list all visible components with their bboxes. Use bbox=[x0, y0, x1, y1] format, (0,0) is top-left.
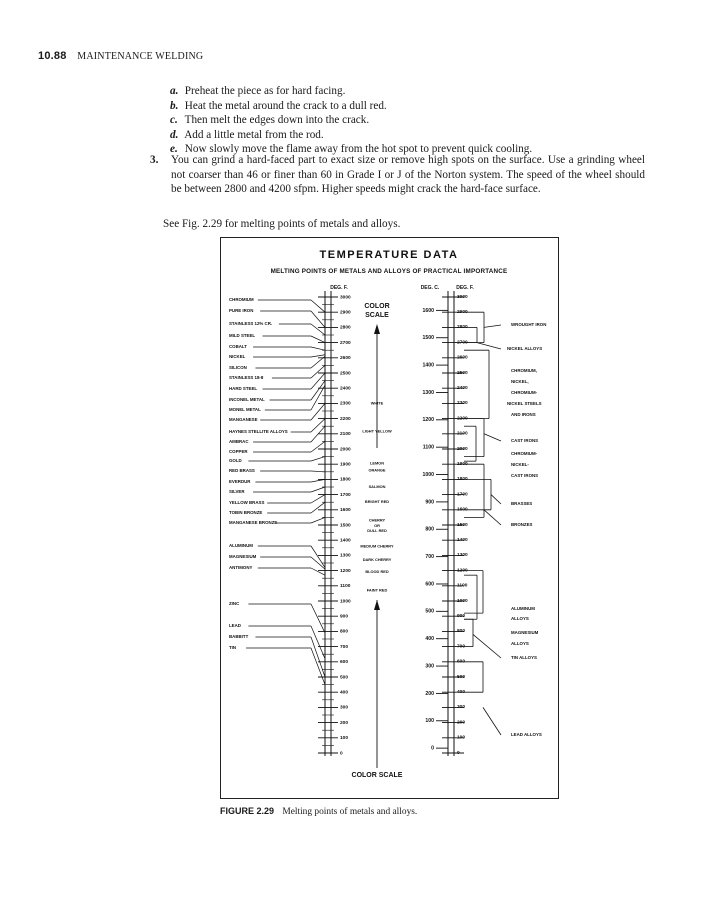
list-item: b. Heat the metal around the crack to a dull red. bbox=[170, 99, 387, 112]
numbered-paragraph bbox=[150, 153, 645, 197]
figure-caption bbox=[220, 806, 417, 817]
metal-label: NICKEL bbox=[229, 354, 246, 360]
f2-tick-label: 1100 bbox=[457, 583, 468, 589]
group-label: ALLOYS bbox=[511, 616, 529, 622]
metal-label: STAINLESS 12% CR. bbox=[229, 321, 273, 327]
color-scale-label: LIGHT YELLOW bbox=[362, 428, 392, 434]
f2-tick-label: 1400 bbox=[457, 537, 468, 543]
f2-tick-label: 2700 bbox=[457, 340, 468, 346]
f-tick-label: 1100 bbox=[340, 584, 351, 590]
metal-label: EVERDUR bbox=[229, 479, 251, 485]
metal-label: AMBRAC bbox=[229, 439, 249, 445]
chart-subtitle: MELTING POINTS OF METALS AND ALLOYS OF PRACTICAL IMPORTANCE bbox=[270, 268, 508, 275]
group-label: NICKEL- bbox=[511, 462, 529, 468]
leader-line bbox=[311, 355, 325, 357]
metal-label: MANGANESE BRONZE bbox=[229, 520, 278, 526]
color-scale-label: MEDIUM CHERRY bbox=[360, 543, 394, 549]
temperature-chart-svg bbox=[221, 238, 558, 798]
f-tick-label: 1800 bbox=[340, 477, 351, 483]
metal-label: RED BRASS bbox=[229, 468, 255, 474]
c-tick-label: 0 bbox=[431, 745, 434, 752]
metal-label: LEAD bbox=[229, 623, 241, 629]
f2-tick-label: 3000 bbox=[457, 294, 468, 300]
f2-tick-label: 2300 bbox=[457, 401, 468, 407]
f2-tick-label: 400 bbox=[457, 689, 466, 695]
group-label: CHROMIUM- bbox=[511, 390, 538, 396]
f2-tick-label: 600 bbox=[457, 659, 466, 665]
f-tick-label: 1400 bbox=[340, 538, 351, 544]
page-number: 10.88 bbox=[38, 50, 67, 62]
f-tick-label: 1600 bbox=[340, 508, 351, 514]
c-tick-label: 700 bbox=[425, 553, 434, 560]
metal-label: YELLOW BRASS bbox=[229, 500, 265, 506]
metal-label: SILICON bbox=[229, 365, 247, 371]
leader-line bbox=[311, 441, 325, 452]
group-leader bbox=[477, 343, 501, 349]
f2-tick-label: 2100 bbox=[457, 431, 468, 437]
color-scale-label: BRIGHT RED bbox=[364, 499, 390, 505]
f-tick-label: 900 bbox=[340, 614, 349, 620]
f2-tick-label: 2900 bbox=[457, 309, 468, 315]
leader-line bbox=[311, 495, 325, 503]
color-scale-label: LEMON bbox=[369, 460, 385, 466]
leader-line bbox=[311, 471, 325, 472]
f2-tick-label: 1000 bbox=[457, 598, 468, 604]
arrowhead bbox=[374, 324, 380, 334]
temperature-chart bbox=[220, 237, 559, 799]
f2-tick-label: 100 bbox=[457, 735, 466, 741]
metal-label: ANTIMONY bbox=[229, 565, 253, 571]
metal-label: ALUMINUM bbox=[229, 543, 253, 549]
steps-list bbox=[170, 84, 650, 157]
deg-c-label: DEG. C. bbox=[420, 285, 440, 291]
metal-label: MANGANESE bbox=[229, 417, 258, 423]
metal-label: HARD STEEL bbox=[229, 386, 258, 392]
f-tick-label: 300 bbox=[340, 705, 349, 711]
leader-line bbox=[311, 546, 325, 568]
c-tick-label: 1200 bbox=[422, 417, 434, 424]
metal-label: COBALT bbox=[229, 344, 247, 350]
metal-label: MONEL METAL bbox=[229, 407, 261, 413]
group-label: AND IRONS bbox=[511, 412, 536, 418]
list-item: c. Then melt the edges down into the crack. bbox=[170, 114, 370, 127]
f-tick-label: 1500 bbox=[340, 523, 351, 529]
c-tick-label: 400 bbox=[425, 636, 434, 643]
metal-label: TIN bbox=[229, 645, 237, 651]
leader-line bbox=[311, 419, 325, 432]
f-tick-label: 700 bbox=[340, 644, 349, 650]
f-tick-label: 1200 bbox=[340, 568, 351, 574]
group-label: CAST IRONS bbox=[511, 473, 539, 479]
list-item: d. Add a little metal from the rod. bbox=[170, 128, 324, 141]
metal-label: HAYNES STELLITE ALLOYS bbox=[229, 429, 288, 435]
item-number: 3. bbox=[150, 154, 159, 166]
f-tick-label: 1700 bbox=[340, 492, 351, 498]
f-tick-label: 0 bbox=[340, 751, 343, 757]
f2-tick-label: 1700 bbox=[457, 492, 468, 498]
leader-line bbox=[311, 336, 325, 343]
leader-line bbox=[311, 347, 325, 350]
color-scale-label: SALMON bbox=[368, 484, 386, 490]
c-tick-label: 1300 bbox=[422, 389, 434, 396]
f-tick-label: 2400 bbox=[340, 386, 351, 392]
f2-tick-label: 900 bbox=[457, 613, 466, 619]
color-scale-label: BLOOD RED bbox=[365, 569, 389, 575]
f-tick-label: 2900 bbox=[340, 310, 351, 316]
f-tick-label: 2700 bbox=[340, 340, 351, 346]
leader-line bbox=[311, 517, 325, 523]
f2-tick-label: 2400 bbox=[457, 385, 468, 391]
metal-label: MILD STEEL bbox=[229, 333, 256, 339]
c-tick-label: 1600 bbox=[422, 307, 434, 314]
metal-label: ZINC bbox=[229, 601, 240, 607]
f2-tick-label: 1900 bbox=[457, 461, 468, 467]
f2-tick-label: 200 bbox=[457, 720, 466, 726]
f2-tick-label: 2500 bbox=[457, 370, 468, 376]
metal-label: GOLD bbox=[229, 458, 242, 464]
f-tick-label: 500 bbox=[340, 675, 349, 681]
deg-f-label: DEG. F. bbox=[330, 285, 348, 291]
f-tick-label: 800 bbox=[340, 629, 349, 635]
c-tick-label: 1000 bbox=[422, 471, 434, 478]
group-label: CHROMIUM, bbox=[511, 368, 537, 374]
leader-line bbox=[311, 373, 325, 389]
f2-tick-label: 800 bbox=[457, 629, 466, 635]
f2-tick-label: 1200 bbox=[457, 568, 468, 574]
running-title: MAINTENANCE WELDING bbox=[77, 51, 204, 62]
list-item: a. Preheat the piece as for hard facing. bbox=[170, 85, 346, 97]
f2-tick-label: 2600 bbox=[457, 355, 468, 361]
f-tick-label: 2000 bbox=[340, 447, 351, 453]
f-tick-label: 2100 bbox=[340, 432, 351, 438]
f-tick-label: 600 bbox=[340, 660, 349, 666]
color-scale-title-1: COLOR bbox=[364, 303, 390, 310]
f2-tick-label: 1800 bbox=[457, 477, 468, 483]
group-label: ALUMINUM bbox=[511, 606, 535, 612]
group-label: WROUGHT IRON bbox=[511, 322, 547, 328]
f-tick-label: 3000 bbox=[340, 295, 351, 301]
running-header bbox=[38, 50, 203, 62]
color-scale-label: DULL RED bbox=[367, 528, 387, 534]
f2-tick-label: 500 bbox=[457, 674, 466, 680]
leader-line bbox=[311, 502, 325, 513]
leader-line bbox=[311, 311, 325, 327]
f-tick-label: 1000 bbox=[340, 599, 351, 605]
group-leader bbox=[484, 434, 501, 441]
group-leader bbox=[483, 707, 501, 735]
metal-label: INCONEL METAL bbox=[229, 397, 265, 403]
group-label: LEAD ALLOYS bbox=[511, 732, 542, 738]
f-tick-label: 200 bbox=[340, 720, 349, 726]
leader-line bbox=[311, 487, 325, 492]
f2-tick-label: 300 bbox=[457, 705, 466, 711]
caption-label: FIGURE 2.29 bbox=[220, 806, 275, 816]
color-scale-label: FAINT RED bbox=[366, 587, 388, 593]
group-label: TIN ALLOYS bbox=[511, 655, 537, 661]
color-scale-title-2: SCALE bbox=[365, 312, 389, 319]
c-tick-label: 800 bbox=[425, 526, 434, 533]
labels-group bbox=[229, 294, 546, 757]
figure-reference: See Fig. 2.29 for melting points of metals and alloys. bbox=[163, 218, 401, 230]
color-scale-label: CHERRY bbox=[368, 517, 386, 523]
metal-label: COPPER bbox=[229, 449, 248, 455]
f-tick-label: 2800 bbox=[340, 325, 351, 331]
f2-tick-label: 1300 bbox=[457, 553, 468, 559]
metal-label: CHROMIUM bbox=[229, 297, 254, 303]
c-tick-label: 1100 bbox=[422, 444, 434, 451]
f-tick-label: 100 bbox=[340, 736, 349, 742]
metal-label: BABBITT bbox=[229, 634, 249, 640]
leader-line bbox=[311, 300, 325, 312]
c-tick-label: 600 bbox=[425, 581, 434, 588]
c-tick-label: 100 bbox=[425, 718, 434, 725]
metal-label: SILVER bbox=[229, 489, 245, 495]
group-label: NICKEL STEELS bbox=[507, 401, 542, 407]
f-tick-label: 2600 bbox=[340, 356, 351, 362]
f2-tick-label: 2800 bbox=[457, 325, 468, 331]
color-scale-bottom: COLOR SCALE bbox=[351, 772, 403, 779]
leader-line bbox=[311, 568, 325, 575]
f-tick-label: 400 bbox=[340, 690, 349, 696]
c-tick-label: 1500 bbox=[422, 335, 434, 342]
group-label: ALLOYS bbox=[511, 641, 529, 647]
group-leader bbox=[484, 510, 501, 525]
group-label: CAST IRONS bbox=[511, 438, 539, 444]
c-tick-label: 200 bbox=[425, 690, 434, 697]
color-scale-label: WHITE bbox=[370, 400, 384, 406]
leader-line bbox=[311, 457, 325, 461]
paragraph-text: You can grind a hard-faced part to exact size or remove high spots on the surface. Use a grinding wheel not coarser than 46 or finer than 60 in Grade I or J of the Norton system. The speed of the wheel should be between 2800 and 4200 sfpm. Higher speeds might crack the hard-face surface. bbox=[171, 154, 645, 196]
group-label: CHROMIUM- bbox=[511, 451, 538, 457]
f-tick-label: 2300 bbox=[340, 401, 351, 407]
group-label: MAGNESIUM bbox=[511, 630, 539, 636]
group-leader bbox=[473, 634, 501, 658]
metal-label: MAGNESIUM bbox=[229, 554, 257, 560]
leader-line bbox=[311, 365, 325, 378]
chart-title: TEMPERATURE DATA bbox=[319, 249, 459, 261]
caption-text: Melting points of metals and alloys. bbox=[282, 807, 418, 817]
f-tick-label: 2500 bbox=[340, 371, 351, 377]
color-scale-label: DARK CHERRY bbox=[362, 556, 392, 562]
color-scale-label: ORANGE bbox=[368, 467, 386, 473]
group-leader bbox=[491, 495, 501, 504]
group-label: NICKEL, bbox=[511, 379, 529, 385]
leader-line bbox=[311, 324, 325, 335]
group-label: BRONZES bbox=[511, 522, 533, 528]
metal-label: TOBIN BRONZE bbox=[229, 510, 263, 516]
f-tick-label: 1300 bbox=[340, 553, 351, 559]
group-label: BRASSES bbox=[511, 501, 533, 507]
color-scale-label: OR bbox=[374, 522, 380, 528]
group-label: NICKEL ALLOYS bbox=[507, 346, 543, 352]
list-item: e. Now slowly move the flame away from the hot spot to prevent quick cooling. bbox=[170, 143, 533, 156]
c-tick-label: 300 bbox=[425, 663, 434, 670]
f2-tick-label: 2200 bbox=[457, 416, 468, 422]
deg-f2-label: DEG. F. bbox=[456, 285, 474, 291]
metal-label: PURE IRON bbox=[229, 308, 254, 314]
arrowhead bbox=[374, 600, 380, 610]
f2-tick-label: 1600 bbox=[457, 507, 468, 513]
c-tick-label: 500 bbox=[425, 608, 434, 615]
f2-tick-label: 700 bbox=[457, 644, 466, 650]
metal-label: STAINLESS 18-8 bbox=[229, 375, 264, 381]
f2-tick-label: 0 bbox=[457, 750, 460, 756]
group-leader bbox=[484, 325, 501, 327]
f-tick-label: 1900 bbox=[340, 462, 351, 468]
f2-tick-label: 1500 bbox=[457, 522, 468, 528]
f2-tick-label: 2000 bbox=[457, 446, 468, 452]
f-tick-label: 2200 bbox=[340, 416, 351, 422]
c-tick-label: 900 bbox=[425, 499, 434, 506]
c-tick-label: 1400 bbox=[422, 362, 434, 369]
